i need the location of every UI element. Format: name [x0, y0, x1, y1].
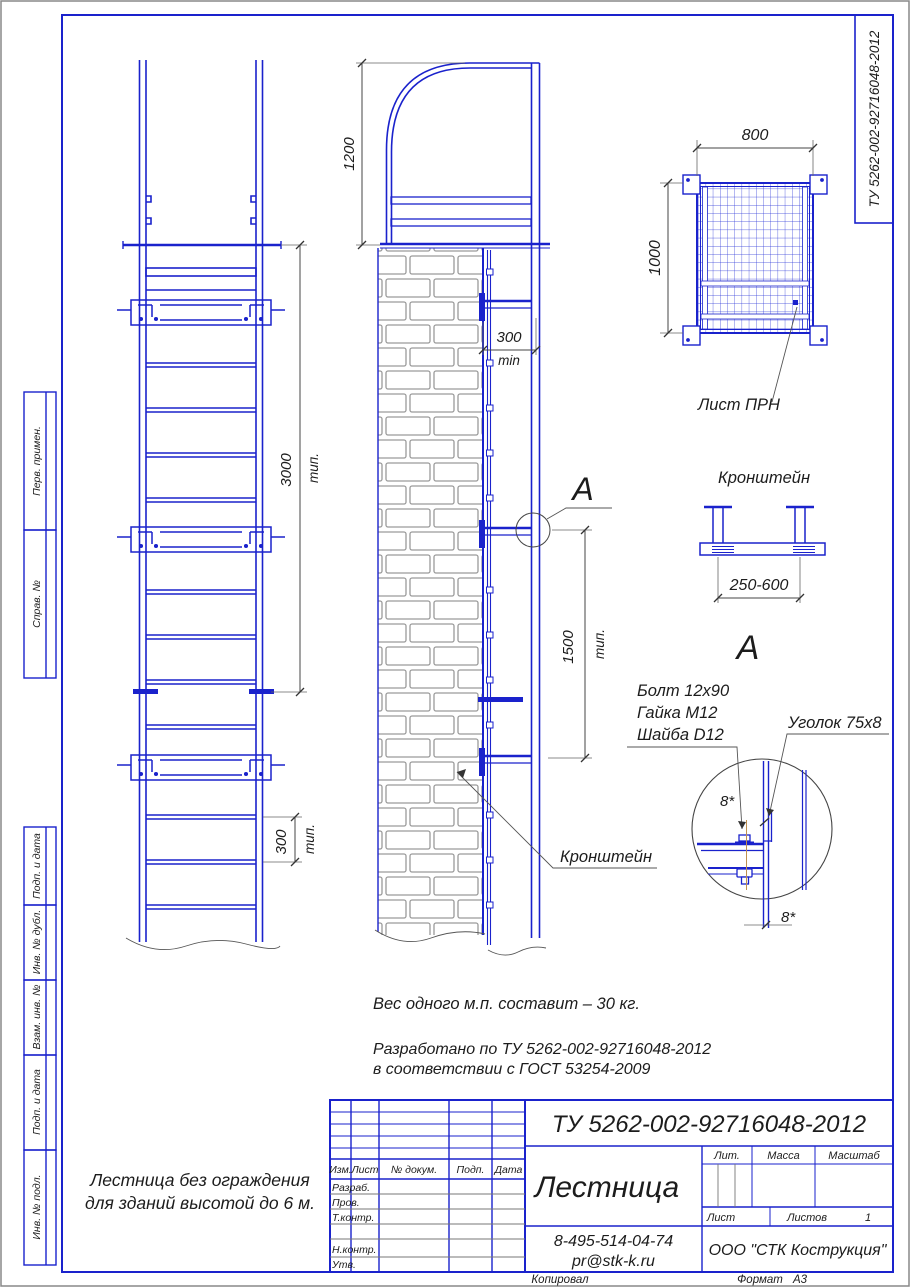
- note-accordance: в соответствии с ГОСТ 53254-2009: [373, 1061, 651, 1078]
- svg-text:тип.: тип.: [302, 824, 317, 854]
- sheets-value: 1: [864, 1212, 872, 1224]
- front-splice-right: [249, 689, 274, 694]
- row-prov: Пров.: [332, 1197, 360, 1209]
- svg-text:Лист ПРН: Лист ПРН: [698, 396, 780, 414]
- svg-text:250-600: 250-600: [729, 577, 789, 594]
- svg-text:800: 800: [741, 127, 769, 144]
- row-razrab: Разраб.: [332, 1182, 370, 1194]
- svg-text:1200: 1200: [341, 137, 358, 171]
- stamp-inv-podl: Инв. № подл.: [31, 1174, 43, 1240]
- svg-text:тип.: тип.: [306, 453, 321, 483]
- detail-a-letter: А: [736, 629, 760, 667]
- weld-size-bottom: 8*: [781, 909, 796, 926]
- note-purpose-1: Лестница без ограждения: [90, 1170, 310, 1190]
- svg-text:min: min: [498, 353, 520, 368]
- washer-label: Шайба D12: [637, 726, 724, 744]
- angle-label: Уголок 75х8: [788, 714, 882, 732]
- side-splice: [478, 697, 523, 702]
- svg-text:тип.: тип.: [592, 629, 607, 659]
- stamp-podp-data-2: Подп. и дата: [31, 1069, 43, 1135]
- mass-label: Масса: [767, 1150, 800, 1162]
- svg-text:Кронштейн: Кронштейн: [560, 848, 653, 866]
- note-developed: Разработано по ТУ 5262-002-92716048-2012: [373, 1041, 712, 1058]
- col-doc: № докум.: [390, 1164, 438, 1176]
- callout-a-letter: А: [572, 471, 594, 507]
- svg-text:300: 300: [496, 329, 522, 346]
- doc-number-vertical: ТУ 5262-002-92716048-2012: [867, 30, 882, 208]
- stamp-podp-data-1: Подп. и дата: [31, 833, 43, 899]
- svg-text:300: 300: [273, 829, 290, 855]
- bolt-label: Болт 12х90: [637, 682, 730, 700]
- row-tkontr: Т.контр.: [332, 1212, 375, 1224]
- front-splice-left: [133, 689, 158, 694]
- svg-text:3000: 3000: [278, 453, 295, 487]
- company: ООО "СТК Кострукция": [708, 1242, 887, 1259]
- row-nkontr: Н.контр.: [332, 1244, 377, 1256]
- col-podp: Подп.: [456, 1164, 485, 1176]
- cage-mesh: [697, 183, 813, 333]
- bracket-detail-title: Кронштейн: [718, 469, 811, 487]
- row-utv: Утв.: [332, 1259, 356, 1271]
- stamp-perv-primen: Перв. примен.: [31, 426, 43, 496]
- nut-label: Гайка М12: [637, 704, 718, 722]
- col-izm: Изм.: [329, 1164, 352, 1176]
- product-name: Лестница: [534, 1171, 680, 1204]
- phone: 8-495-514-04-74: [553, 1233, 674, 1250]
- copied-label: Копировал: [531, 1274, 589, 1286]
- stamp-sprav-no: Справ. №: [31, 580, 43, 628]
- col-data: Дата: [494, 1164, 523, 1176]
- col-list: Лист: [351, 1164, 379, 1176]
- note-purpose-2: для зданий высотой до 6 м.: [85, 1193, 315, 1213]
- scale-label: Масштаб: [828, 1150, 880, 1162]
- svg-text:1000: 1000: [647, 240, 664, 276]
- email: pr@stk-k.ru: [572, 1253, 655, 1270]
- svg-text:1500: 1500: [560, 630, 577, 664]
- format-value: А3: [792, 1274, 808, 1286]
- lit-label: Лит.: [714, 1150, 740, 1162]
- stamp-vzam-inv: Взам. инв. №: [31, 984, 43, 1050]
- sheet-label: Лист: [706, 1212, 736, 1224]
- note-weight: Вес одного м.п. составит – 30 кг.: [373, 995, 640, 1013]
- brick-wall: [378, 248, 483, 935]
- format-label: Формат: [737, 1274, 783, 1286]
- sheets-label: Листов: [786, 1212, 828, 1224]
- title-doc-number: ТУ 5262-002-92716048-2012: [551, 1111, 867, 1138]
- side-rung-stubs: [487, 269, 494, 908]
- weld-size-top: 8*: [720, 793, 735, 810]
- stamp-inv-dubl: Инв. № дубл.: [31, 909, 43, 975]
